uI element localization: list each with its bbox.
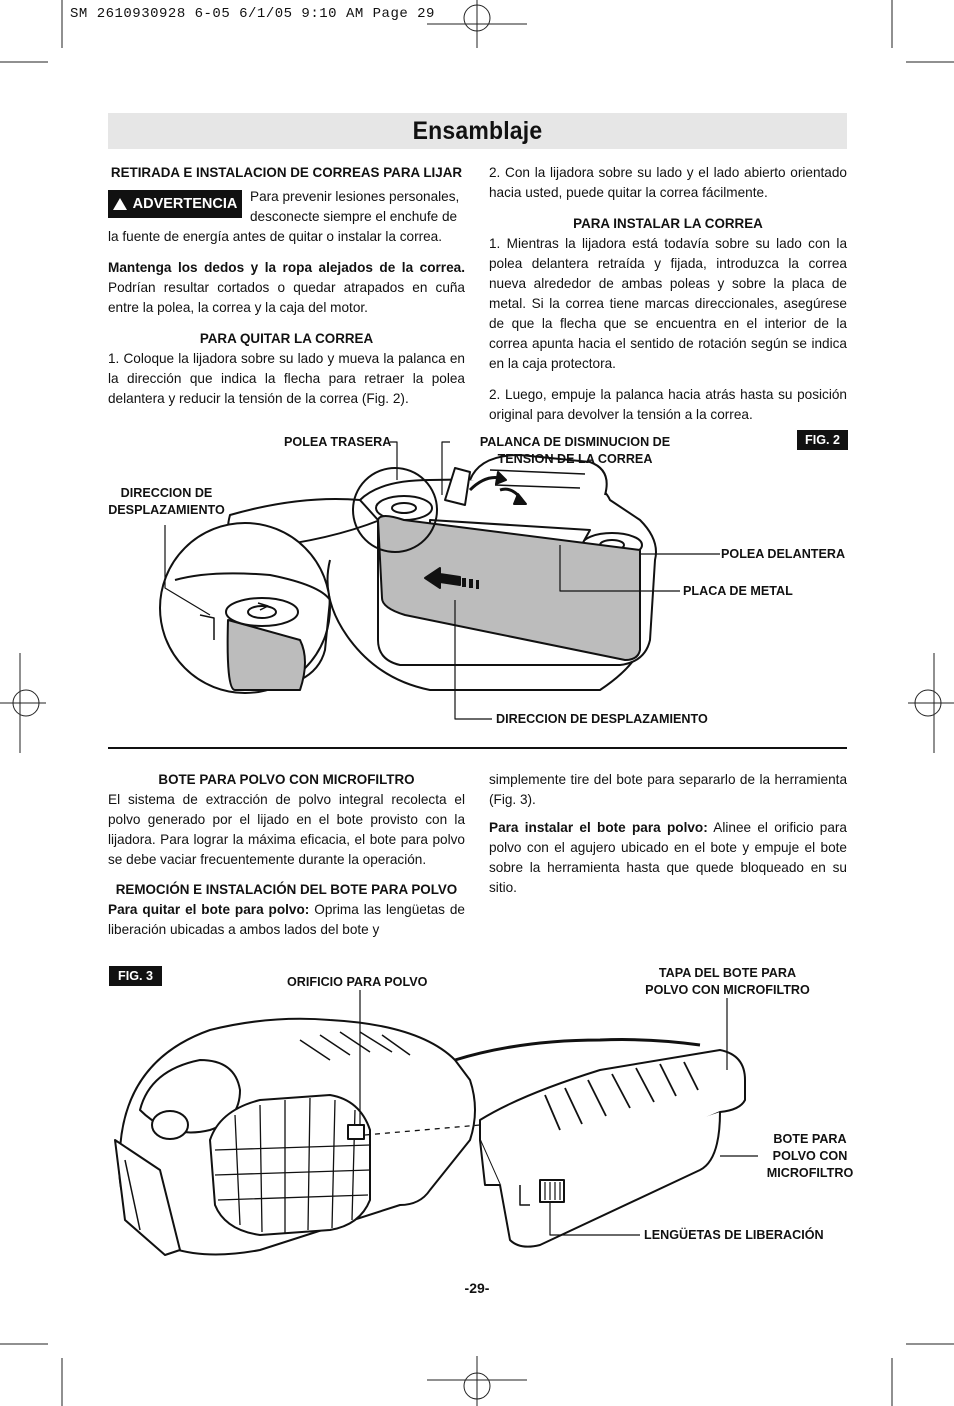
label-bote [755,1131,865,1182]
label-polea-trasera: POLEA TRASERA [284,435,392,449]
warning-text-line2: desconecte siempre el enchufe de [250,209,458,224]
label-direccion-line1: DIRECCION DE [120,486,213,500]
warning-text-line1: Para prevenir lesiones personales, [250,189,460,204]
label-direccion-bottom: DIRECCION DE DESPLAZAMIENTO [496,712,708,726]
section-heading-dust-remove: REMOCIÓN E INSTALACIÓN DEL BOTE PARA POLVO [115,882,458,897]
install-step-2: 2. Luego, empuje la palanca hacia atrás hasta su posición original para devolver la tensión a la correa. [489,387,847,422]
label-polea-delantera: POLEA DELANTERA [721,547,846,561]
page-title: Ensamblaje [412,116,543,145]
caution-bold: Mantenga los dedos y la ropa alejados de la correa. [108,260,465,275]
label-orificio: ORIFICIO PARA POLVO [287,975,428,989]
print-slug: SM 2610930928 6-05 6/1/05 9:10 AM Page 29 [70,6,435,22]
fig2-badge: FIG. 2 [797,430,848,450]
warning-text-line3: la fuente de energía antes de quitar o instalar la correa. [108,229,443,244]
label-bote-line3: MICROFILTRO [766,1166,854,1180]
dust-install-rest: Alinee el orificio para polvo con el agujero ubicado en el bote y empuje el bote sobre la herramienta hasta que quede bloqueado en su sitio. [489,820,847,895]
label-bote-line1: BOTE PARA [773,1132,847,1146]
warning-badge-label: ADVERTENCIA [132,196,238,212]
dust-remove-cont: simplemente tire del bote para separarlo de la herramienta (Fig. 3). [489,772,847,807]
label-tapa-line2: POLVO CON MICROFILTRO [645,983,810,997]
label-bote-line2: POLVO CON [772,1149,848,1163]
install-step-1: 1. Mientras la lijadora está todavía sobre su lado con la polea delantera retraída y fijada, introduzca la correa nueva alrededor de ambas poleas y sobre la placa de metal. Si la correa tiene marcas direccionales, asegúrese de que la flecha que se encuentra en el interior de la correa apunta hacia el sentido de rotación según se indica en la caja protectora. [489,236,847,371]
section-heading-dust: BOTE PARA POLVO CON MICROFILTRO [158,772,415,787]
page-number: -29- [464,1280,490,1296]
caution-rest: Podrían resultar cortados o quedar atrapados en cuña entre la polea, la correa y la caja del motor. [108,280,465,315]
dust-install-bold: Para instalar el bote para polvo: [489,820,708,835]
remove-step-2: 2. Con la lijadora sobre su lado y el lado abierto orientado hacia usted, puede quitar la correa fácilmente. [489,165,847,200]
label-tapa-line1: TAPA DEL BOTE PARA [658,966,797,980]
label-direccion-line2: DESPLAZAMIENTO [108,503,225,517]
label-lenguetas: LENGÜETAS DE LIBERACIÓN [644,1228,824,1242]
label-palanca-line2: TENSION DE LA CORREA [497,452,653,466]
dust-intro: El sistema de extracción de polvo integral recolecta el polvo generado por el lijado en el bote provisto con la lijadora. Para lograr la máxima eficacia, el bote para polvo se debe vaciar frecuentemente durante la operación. [108,792,465,867]
remove-step-1: 1. Coloque la lijadora sobre su lado y mueva la palanca en la dirección que indica la flecha para retraer la polea delantera y reducir la tensión de la correa (Fig. 2). [108,351,465,406]
section-heading-remove: PARA QUITAR LA CORREA [199,331,374,346]
label-placa-metal: PLACA DE METAL [683,584,793,598]
dust-remove-rest: Oprima las lengüetas de liberación ubicadas a ambos lados del bote y [108,902,465,937]
label-palanca-line1: PALANCA DE DISMINUCION DE [479,435,671,449]
label-tapa [630,965,825,999]
section-heading-belts: RETIRADA E INSTALACION DE CORREAS PARA LIJAR [110,165,463,180]
dust-remove-bold: Para quitar el bote para polvo: [108,902,310,917]
fig3-badge: FIG. 3 [109,966,162,986]
section-heading-install: PARA INSTALAR LA CORREA [573,216,763,231]
